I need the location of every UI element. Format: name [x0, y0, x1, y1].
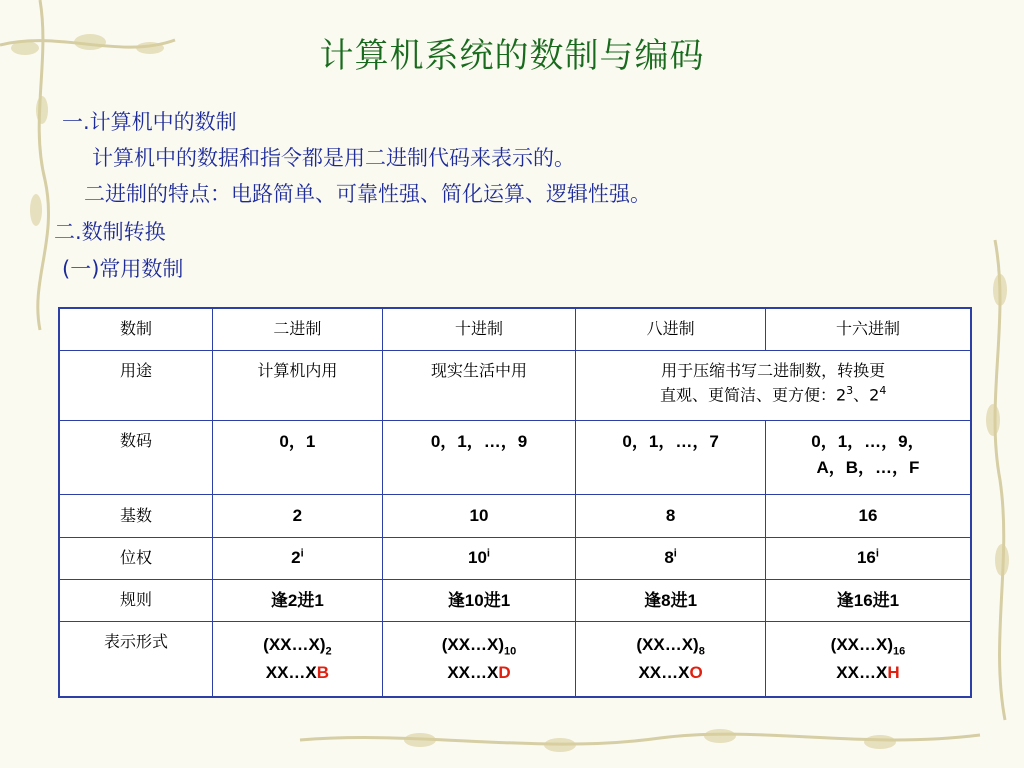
weight-exp: i	[300, 547, 304, 560]
cell-digits-bin: 0，1	[213, 421, 383, 495]
cell-weight-bin	[213, 537, 383, 579]
section1-line1: 计算机中的数据和指令都是用二进制代码来表示的。	[92, 146, 575, 170]
cell-usage-bin: 计算机内用	[213, 350, 383, 420]
notation-base: XX…X	[447, 663, 499, 683]
section2-heading: 二.数制转换	[54, 220, 166, 244]
header-cell: 数制	[59, 308, 213, 350]
row-label: 基数	[59, 495, 213, 537]
notation-sub: 8	[698, 645, 705, 658]
table-row-weight	[59, 537, 971, 579]
table-header-row	[59, 308, 971, 350]
usage-separator: 、2	[853, 385, 880, 405]
notation-base: XX…X	[265, 663, 317, 683]
cell-usage-dec: 现实生活中用	[382, 350, 576, 420]
weight-base: 10	[468, 548, 487, 568]
notation-prefix: (XX…X)	[441, 635, 505, 655]
cell-radix-dec: 10	[382, 495, 576, 537]
cell-radix-hex: 16	[765, 495, 971, 537]
row-label: 位权	[59, 537, 213, 579]
notation-sub: 16	[893, 645, 906, 658]
table-row-notation	[59, 622, 971, 697]
header-cell: 八进制	[576, 308, 766, 350]
section1-heading: 一.计算机中的数制	[62, 110, 237, 134]
usage-text-line1: 用于压缩书写二进制数，转换更	[661, 360, 886, 380]
cell-digits-oct: 0，1，…，7	[576, 421, 766, 495]
cell-weight-oct	[576, 537, 766, 579]
cell-digits-dec: 0，1，…，9	[382, 421, 576, 495]
number-system-table	[58, 307, 972, 698]
weight-base: 16	[856, 548, 876, 568]
cell-radix-bin: 2	[213, 495, 383, 537]
header-cell: 十六进制	[765, 308, 971, 350]
cell-notation-hex	[765, 622, 971, 697]
section1-line2: 二进制的特点：电路简单、可靠性强、简化运算、逻辑性强。	[84, 182, 651, 206]
table-row-digits	[59, 421, 971, 495]
row-label: 规则	[59, 579, 213, 621]
row-label: 用途	[59, 350, 213, 420]
cell-rule-dec: 逢10进1	[382, 579, 576, 621]
exponent: 3	[846, 383, 854, 397]
weight-exp: i	[673, 547, 677, 560]
cell-rule-oct: 逢8进1	[576, 579, 766, 621]
notation-sub: 10	[504, 645, 517, 658]
header-cell: 二进制	[213, 308, 383, 350]
cell-notation-dec	[382, 622, 576, 697]
row-label: 表示形式	[59, 622, 213, 697]
page-title: 计算机系统的数制与编码	[319, 36, 705, 76]
cell-radix-oct: 8	[576, 495, 766, 537]
section2-subheading: (一)常用数制	[62, 257, 184, 281]
notation-suffix: D	[498, 663, 511, 683]
notation-prefix: (XX…X)	[830, 635, 893, 655]
cell-rule-hex: 逢16进1	[765, 579, 971, 621]
cell-usage-oct-hex	[576, 350, 971, 420]
hex-digits-line1: 0，1，…，9，	[811, 432, 925, 452]
row-label: 数码	[59, 421, 213, 495]
hex-digits-line2: A，B，…，F	[816, 457, 920, 477]
notation-base: XX…X	[638, 663, 690, 683]
cell-digits-hex	[765, 421, 971, 495]
cell-rule-bin: 逢2进1	[213, 579, 383, 621]
cell-notation-bin	[213, 622, 383, 697]
weight-base: 8	[664, 548, 674, 568]
weight-base: 2	[291, 548, 301, 568]
table-row-rule	[59, 579, 971, 621]
weight-exp: i	[875, 547, 879, 560]
header-cell: 十进制	[382, 308, 576, 350]
notation-sub: 2	[325, 645, 332, 658]
notation-suffix: O	[689, 663, 703, 683]
cell-notation-oct	[576, 622, 766, 697]
usage-text-line2: 直观、更简洁、更方便：2	[659, 385, 847, 405]
notation-suffix: B	[316, 663, 330, 683]
cell-weight-hex	[765, 537, 971, 579]
notation-suffix: H	[887, 663, 900, 683]
notation-prefix: (XX…X)	[636, 635, 699, 655]
cell-weight-dec	[382, 537, 576, 579]
exponent: 4	[879, 383, 887, 397]
table-row-radix	[59, 495, 971, 537]
table-row-usage	[59, 350, 971, 420]
weight-exp: i	[486, 547, 490, 560]
notation-prefix: (XX…X)	[263, 635, 326, 655]
notation-base: XX…X	[836, 663, 888, 683]
